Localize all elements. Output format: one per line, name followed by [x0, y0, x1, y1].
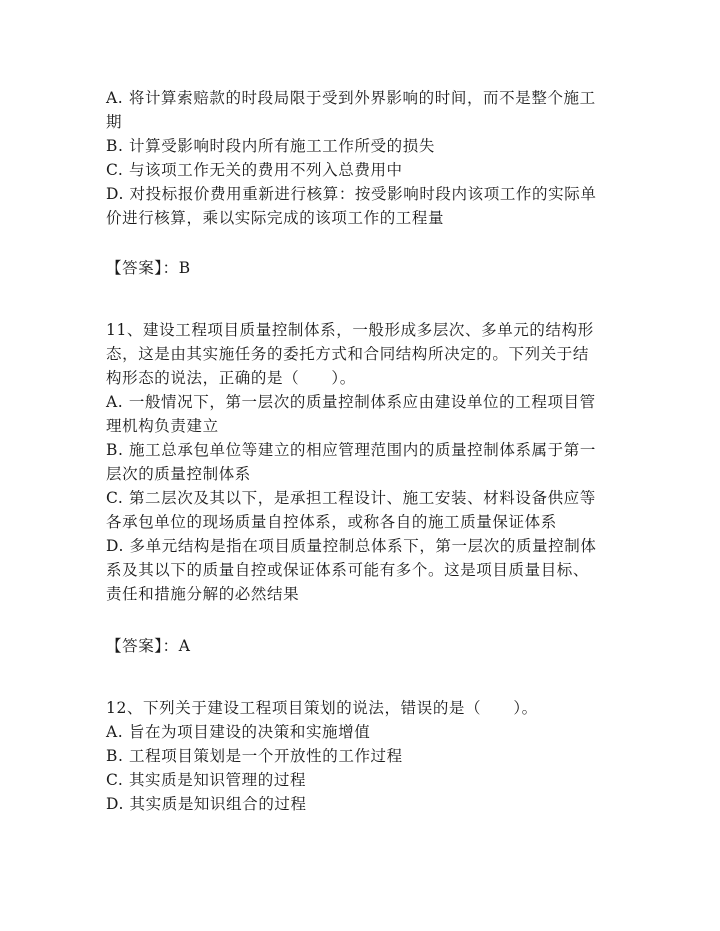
q11-option-a-line-1: A. 一般情况下，第一层次的质量控制体系应由建设单位的工程项目管	[106, 393, 596, 411]
q11-option-d-line-2: 系及其以下的质量自控或保证体系可能有多个。这是项目质量目标、	[106, 561, 590, 579]
prev-option-d-line-1: D. 对投标报价费用重新进行核算：按受影响时段内该项工作的实际单	[106, 185, 597, 203]
q11-answer: 【答案】：A	[106, 637, 191, 655]
q12-option-b: B. 工程项目策划是一个开放性的工作过程	[106, 747, 403, 765]
q11-stem-line-1: 11、建设工程项目质量控制体系，一般形成多层次、多单元的结构形	[106, 321, 594, 339]
prev-option-d-line-2: 价进行核算，乘以实际完成的该项工作的工程量	[106, 209, 445, 227]
q11-option-a-line-2: 理机构负责建立	[106, 417, 219, 435]
q11-stem-line-2: 态，这是由其实施任务的委托方式和合同结构所决定的。下列关于结	[106, 345, 590, 363]
q11-option-c-line-2: 各承包单位的现场质量自控体系，或称各自的施工质量保证体系	[106, 513, 557, 531]
q11-option-d-line-3: 责任和措施分解的必然结果	[106, 585, 300, 603]
prev-option-a-line-1: A. 将计算索赔款的时段局限于受到外界影响的时间，而不是整个施工	[106, 89, 596, 107]
prev-option-a-line-2: 期	[106, 113, 123, 131]
q12-option-d: D. 其实质是知识组合的过程	[106, 795, 307, 813]
q12-option-a: A. 旨在为项目建设的决策和实施增值	[106, 723, 371, 741]
q12-option-c: C. 其实质是知识管理的过程	[106, 771, 307, 789]
q11-option-d-line-1: D. 多单元结构是指在项目质量控制总体系下，第一层次的质量控制体	[106, 537, 597, 555]
prev-option-c: C. 与该项工作无关的费用不列入总费用中	[106, 161, 403, 179]
prev-answer: 【答案】：B	[106, 259, 191, 277]
q11-option-b-line-2: 层次的质量控制体系	[106, 465, 251, 483]
q11-option-b-line-1: B. 施工总承包单位等建立的相应管理范围内的质量控制体系属于第一	[106, 441, 596, 459]
prev-option-b: B. 计算受影响时段内所有施工工作所受的损失	[106, 137, 435, 155]
q11-option-c-line-1: C. 第二层次及其以下，是承担工程设计、施工安装、材料设备供应等	[106, 489, 596, 507]
q11-stem-line-3: 构形态的说法，正确的是（ ）。	[106, 369, 356, 387]
q12-stem: 12、下列关于建设工程项目策划的说法，错误的是（ ）。	[106, 699, 538, 717]
